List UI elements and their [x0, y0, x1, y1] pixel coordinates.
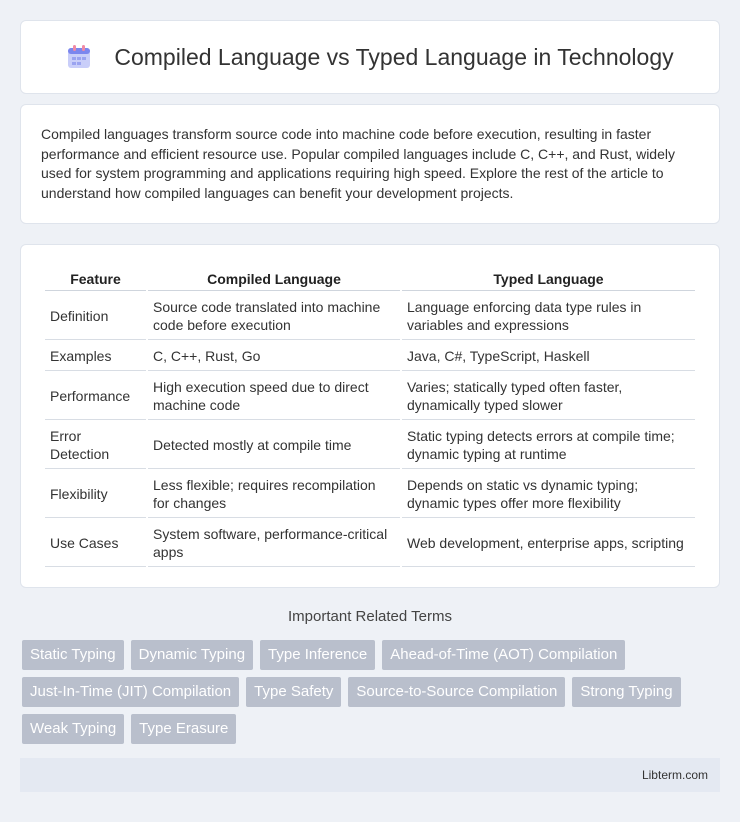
table-cell: Static typing detects errors at compile time; dynamic typing at runtime — [402, 422, 695, 469]
tag-dynamic-typing[interactable]: Dynamic Typing — [131, 640, 253, 670]
table-cell: Performance — [45, 373, 146, 420]
table-cell: Definition — [45, 293, 146, 340]
header-card — [20, 20, 720, 94]
table-cell: Source code translated into machine code before execution — [148, 293, 400, 340]
tag-type-inference[interactable]: Type Inference — [260, 640, 375, 670]
column-header: Compiled Language — [148, 267, 400, 291]
related-terms-title: Important Related Terms — [288, 608, 452, 625]
page-title: Compiled Language vs Typed Language in Technology — [114, 43, 674, 70]
column-header: Feature — [45, 267, 146, 291]
table-cell: Depends on static vs dynamic typing; dynamic types offer more flexibility — [402, 471, 695, 518]
table-row — [45, 422, 695, 469]
table-cell: Flexibility — [45, 471, 146, 518]
table-cell: Varies; statically typed often faster, dynamically typed slower — [402, 373, 695, 420]
table-cell: C, C++, Rust, Go — [148, 342, 400, 371]
calendar-icon — [66, 44, 92, 70]
table-cell: System software, performance-critical apps — [148, 520, 400, 567]
table-cell: Java, C#, TypeScript, Haskell — [402, 342, 695, 371]
tag-static-typing[interactable]: Static Typing — [22, 640, 124, 670]
column-header: Typed Language — [402, 267, 695, 291]
table-row — [45, 342, 695, 371]
table-row — [45, 373, 695, 420]
table-row — [45, 471, 695, 518]
tag-source-to-source[interactable]: Source-to-Source Compilation — [348, 677, 565, 707]
tag-type-erasure[interactable]: Type Erasure — [131, 714, 236, 744]
comparison-card — [20, 244, 720, 588]
table-row — [45, 293, 695, 340]
related-tags — [22, 640, 722, 751]
table-cell: Detected mostly at compile time — [148, 422, 400, 469]
table-row — [45, 520, 695, 567]
footer — [20, 758, 720, 792]
table-cell: Use Cases — [45, 520, 146, 567]
tag-aot-compilation[interactable]: Ahead-of-Time (AOT) Compilation — [382, 640, 625, 670]
intro-text: Compiled languages transform source code into machine code before execution, resulting in faster performance and efficient resource use. Popular compiled languages include C, C++, and Rust, widely used for system programming and applications requiring high speed. Explore the rest of the article to understand how compiled languages can benefit your development projects. — [41, 126, 675, 201]
tag-type-safety[interactable]: Type Safety — [246, 677, 341, 707]
table-cell: High execution speed due to direct machine code — [148, 373, 400, 420]
table-cell: Web development, enterprise apps, scripting — [402, 520, 695, 567]
table-header-row — [45, 267, 695, 291]
comparison-table — [43, 265, 697, 569]
table-cell: Examples — [45, 342, 146, 371]
table-cell: Less flexible; requires recompilation for changes — [148, 471, 400, 518]
table-cell: Language enforcing data type rules in variables and expressions — [402, 293, 695, 340]
footer-site-link[interactable]: Libterm.com — [641, 768, 708, 782]
tag-weak-typing[interactable]: Weak Typing — [22, 714, 124, 744]
table-cell: Error Detection — [45, 422, 146, 469]
intro-card — [20, 104, 720, 224]
tag-jit-compilation[interactable]: Just-In-Time (JIT) Compilation — [22, 677, 239, 707]
tag-strong-typing[interactable]: Strong Typing — [572, 677, 680, 707]
